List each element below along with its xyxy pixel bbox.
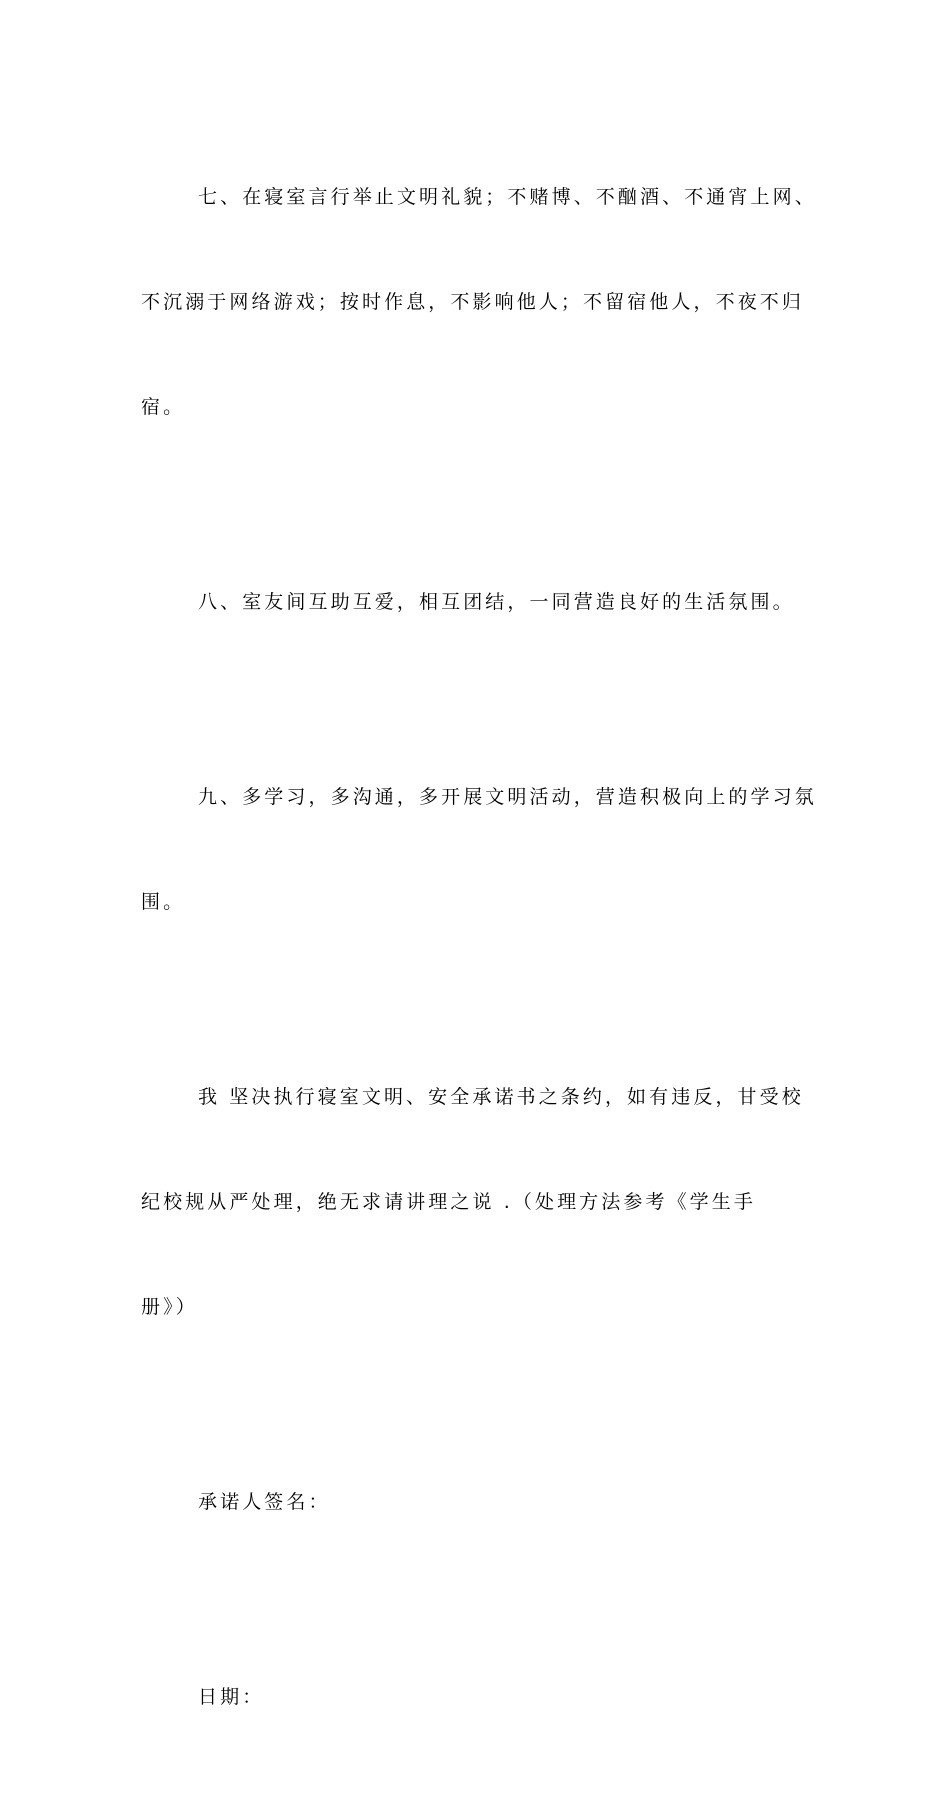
clause-nine-line-2: 围。 xyxy=(141,891,186,913)
date-label: 日期： xyxy=(198,1686,265,1708)
document-body xyxy=(141,110,817,1805)
clause-nine-line-1: 九、多学习，多沟通，多开展文明活动，营造积极向上的学习氛 xyxy=(198,786,817,808)
commitment-line-2: 纪校规从严处理，绝无求请讲理之说 .（处理方法参考《学生手 xyxy=(141,1191,756,1213)
clause-eight-line-1: 八、室友间互助互爱，相互团结，一同营造良好的生活氛围。 xyxy=(198,591,795,613)
clause-seven-line-1: 七、在寝室言行举止文明礼貌；不赌博、不酗酒、不通宵上网、 xyxy=(198,186,817,208)
commitment-statement xyxy=(141,1010,811,1395)
clause-nine xyxy=(141,710,817,990)
signature-label: 承诺人签名： xyxy=(198,1491,331,1513)
clause-seven xyxy=(141,110,817,495)
clause-seven-line-2: 不沉溺于网络游戏；按时作息，不影响他人；不留宿他人，不夜不归 xyxy=(141,291,805,313)
clause-eight xyxy=(141,515,811,690)
commitment-line-3: 册》） xyxy=(141,1296,198,1318)
commitment-line-1: 我 坚决执行寝室文明、安全承诺书之条约，如有违反，甘受校 xyxy=(198,1086,804,1108)
signature-field xyxy=(141,1415,811,1590)
clause-seven-line-3: 宿。 xyxy=(141,396,186,418)
date-field xyxy=(141,1610,811,1785)
